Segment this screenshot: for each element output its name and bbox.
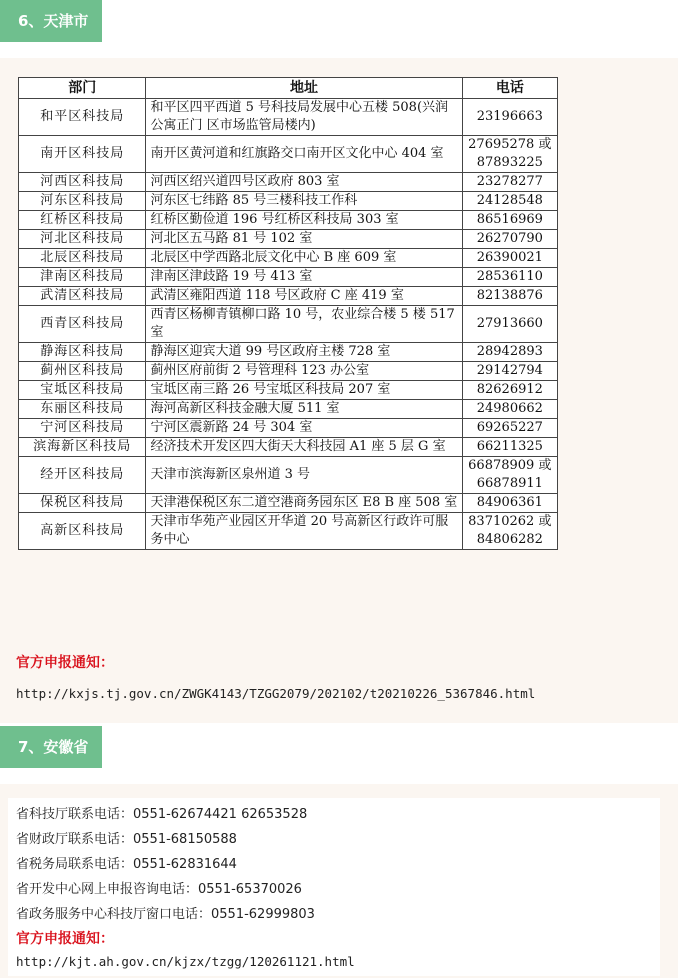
contact-table — [18, 77, 558, 550]
table-row — [19, 457, 558, 494]
section-header-tianjin — [0, 0, 678, 55]
phone-cell: 27695278 或 87893225 — [462, 136, 557, 173]
notice-label: 官方申报通知： — [16, 931, 114, 947]
dept-cell: 西青区科技局 — [19, 306, 146, 343]
table-row — [19, 249, 558, 268]
contact-line: 省税务局联系电话：0551-62831644 — [16, 857, 237, 872]
dept-cell: 津南区科技局 — [19, 268, 146, 287]
table-row — [19, 99, 558, 136]
contact-line: 省科技厅联系电话：0551-62674421 62653528 — [16, 807, 308, 822]
section-header-anhui — [0, 726, 678, 781]
phone-cell: 66878909 或 66878911 — [462, 457, 557, 494]
dept-cell: 宝坻区科技局 — [19, 381, 146, 400]
dept-cell: 滨海新区科技局 — [19, 438, 146, 457]
contact-line: 省开发中心网上申报咨询电话：0551-65370026 — [16, 882, 302, 897]
phone-cell: 28536110 — [462, 268, 557, 287]
phone-cell: 24980662 — [462, 400, 557, 419]
table-header-row — [19, 78, 558, 99]
phone-cell: 27913660 — [462, 306, 557, 343]
dept-cell: 保税区科技局 — [19, 494, 146, 513]
address-cell: 和平区四平西道 5 号科技局发展中心五楼 508(兴润公寓正门 区市场监管局楼内) — [146, 99, 462, 136]
phone-cell: 69265227 — [462, 419, 557, 438]
phone-cell: 83710262 或 84806282 — [462, 513, 557, 550]
dept-cell: 东丽区科技局 — [19, 400, 146, 419]
address-cell: 静海区迎宾大道 99 号区政府主楼 728 室 — [146, 343, 462, 362]
table-row — [19, 173, 558, 192]
table-row — [19, 419, 558, 438]
table-row — [19, 211, 558, 230]
dept-cell: 红桥区科技局 — [19, 211, 146, 230]
notice-link[interactable]: http://kxjs.tj.gov.cn/ZWGK4143/TZGG2079/202102/t20210226_5367846.html — [16, 686, 536, 701]
dept-cell: 和平区科技局 — [19, 99, 146, 136]
phone-cell: 28942893 — [462, 343, 557, 362]
phone-cell: 82138876 — [462, 287, 557, 306]
address-cell: 武清区雍阳西道 118 号区政府 C 座 419 室 — [146, 287, 462, 306]
contact-line: 省政务服务中心科技厅窗口电话：0551-62999803 — [16, 907, 315, 922]
phone-cell: 26390021 — [462, 249, 557, 268]
table-row — [19, 287, 558, 306]
address-cell: 津南区津歧路 19 号 413 室 — [146, 268, 462, 287]
address-cell: 天津市华苑产业园区开华道 20 号高新区行政许可服务中心 — [146, 513, 462, 550]
dept-cell: 经开区科技局 — [19, 457, 146, 494]
dept-cell: 静海区科技局 — [19, 343, 146, 362]
dept-cell: 高新区科技局 — [19, 513, 146, 550]
table-row — [19, 400, 558, 419]
address-cell: 河西区绍兴道四号区政府 803 室 — [146, 173, 462, 192]
address-cell: 宝坻区南三路 26 号宝坻区科技局 207 室 — [146, 381, 462, 400]
table-row — [19, 268, 558, 287]
phone-cell: 26270790 — [462, 230, 557, 249]
phone-cell: 84906361 — [462, 494, 557, 513]
table-row — [19, 362, 558, 381]
address-cell: 南开区黄河道和红旗路交口南开区文化中心 404 室 — [146, 136, 462, 173]
table-row — [19, 230, 558, 249]
table-row — [19, 192, 558, 211]
phone-cell: 29142794 — [462, 362, 557, 381]
dept-cell: 北辰区科技局 — [19, 249, 146, 268]
address-cell: 海河高新区科技金融大厦 511 室 — [146, 400, 462, 419]
phone-cell: 66211325 — [462, 438, 557, 457]
table-row — [19, 494, 558, 513]
section-tag: 6、天津市 — [0, 0, 102, 42]
phone-cell: 23196663 — [462, 99, 557, 136]
dept-cell: 河东区科技局 — [19, 192, 146, 211]
phone-cell: 86516969 — [462, 211, 557, 230]
dept-cell: 河北区科技局 — [19, 230, 146, 249]
address-cell: 北辰区中学西路北辰文化中心 B 座 609 室 — [146, 249, 462, 268]
column-header-phone: 电话 — [462, 78, 557, 99]
dept-cell: 蓟州区科技局 — [19, 362, 146, 381]
address-cell: 天津港保税区东二道空港商务园东区 E8 B 座 508 室 — [146, 494, 462, 513]
dept-cell: 河西区科技局 — [19, 173, 146, 192]
table-row — [19, 136, 558, 173]
address-cell: 天津市滨海新区泉州道 3 号 — [146, 457, 462, 494]
address-cell: 宁河区震新路 24 号 304 室 — [146, 419, 462, 438]
address-cell: 河北区五马路 81 号 102 室 — [146, 230, 462, 249]
dept-cell: 南开区科技局 — [19, 136, 146, 173]
address-cell: 红桥区勤俭道 196 号红桥区科技局 303 室 — [146, 211, 462, 230]
address-cell: 经济技术开发区四大街天大科技园 A1 座 5 层 G 室 — [146, 438, 462, 457]
dept-cell: 宁河区科技局 — [19, 419, 146, 438]
column-header-address: 地址 — [146, 78, 462, 99]
table-row — [19, 513, 558, 550]
address-cell: 西青区杨柳青镇柳口路 10 号，农业综合楼 5 楼 517 室 — [146, 306, 462, 343]
contact-line: 省财政厅联系电话：0551-68150588 — [16, 832, 237, 847]
phone-cell: 24128548 — [462, 192, 557, 211]
phone-cell: 23278277 — [462, 173, 557, 192]
dept-cell: 武清区科技局 — [19, 287, 146, 306]
notice-link[interactable]: http://kjt.ah.gov.cn/kjzx/tzgg/120261121.html — [16, 954, 355, 969]
address-cell: 河东区七纬路 85 号三楼科技工作科 — [146, 192, 462, 211]
table-row — [19, 306, 558, 343]
notice-label: 官方申报通知： — [16, 655, 114, 671]
section-tag: 7、安徽省 — [0, 726, 102, 768]
address-cell: 蓟州区府前街 2 号管理科 123 办公室 — [146, 362, 462, 381]
table-row — [19, 438, 558, 457]
phone-cell: 82626912 — [462, 381, 557, 400]
table-row — [19, 343, 558, 362]
column-header-dept: 部门 — [19, 78, 146, 99]
table-row — [19, 381, 558, 400]
